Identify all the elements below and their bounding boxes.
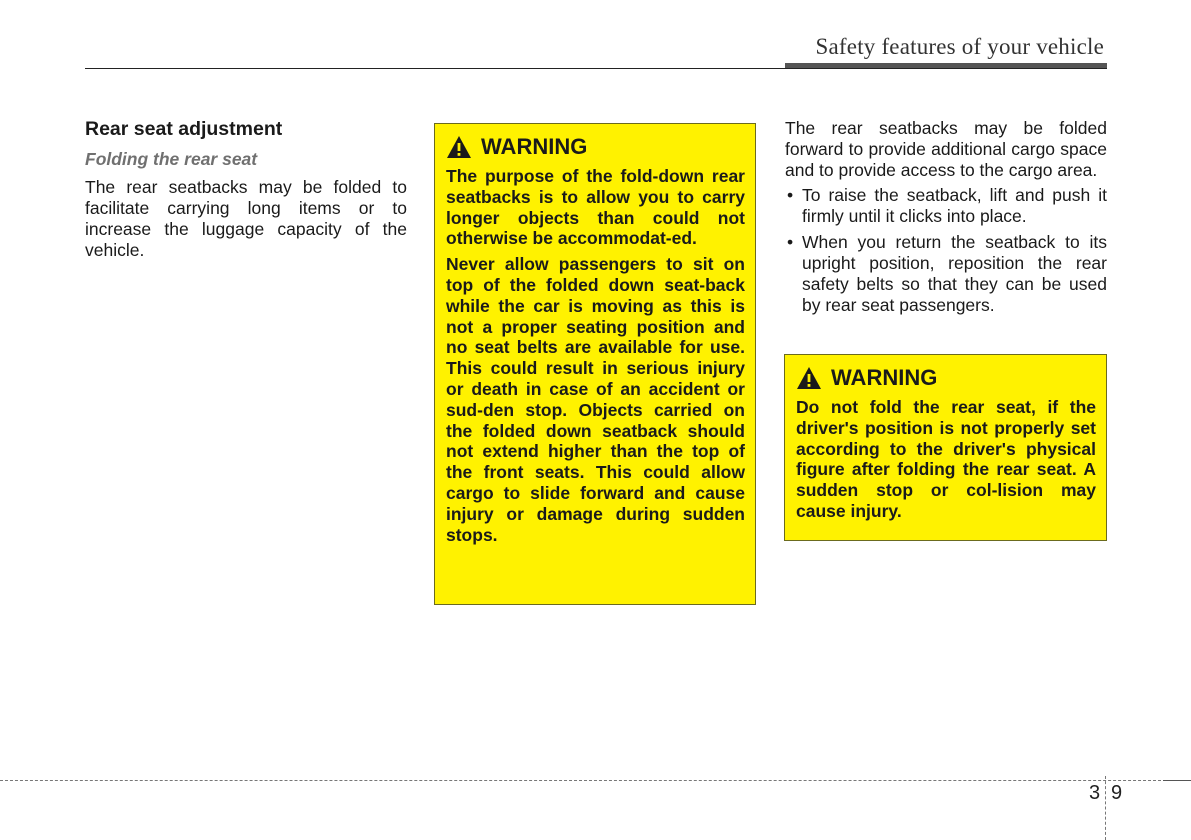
warning-box-fold-down: [434, 123, 756, 605]
warning-triangle-icon: [446, 135, 472, 159]
footer-dashed-rule: [0, 780, 1161, 781]
left-column: [85, 118, 407, 261]
list-item: • To raise the seatback, lift and push it firmly until it clicks into place.: [785, 185, 1107, 227]
warning-paragraph: The purpose of the fold-down rear seatbacks is to allow you to carry longer objects than could not otherwise be accommodat-ed.: [446, 166, 745, 249]
fold-forward-paragraph: The rear seatbacks may be folded forward to provide additional cargo space and to provide access to the cargo area.: [785, 118, 1107, 180]
warning-header: [446, 134, 745, 160]
page-header-title: Safety features of your vehicle: [815, 34, 1104, 59]
header-rule: [85, 68, 1107, 69]
warning-label: WARNING: [831, 365, 938, 390]
subsection-heading: Folding the rear seat: [85, 149, 258, 169]
section-number: 3: [1089, 782, 1101, 804]
right-column: [785, 118, 1107, 321]
warning-box-driver-position: [784, 354, 1107, 541]
page-number-divider: [1105, 776, 1106, 840]
warning-paragraph: Do not fold the rear seat, if the driver's position is not properly set according to the driver's physical figure after folding the rear seat. A sudden stop or col-lision may cause injury.: [796, 397, 1096, 521]
warning-paragraph: Never allow passengers to sit on top of the folded down seat-back while the car is moving as this is not a proper seating position and no seat belts are available for use. This could result in serious injury or death in case of an accident or sud-den stop. Objects carried on the folded down seatback should not extend higher than the top of the front seats. This could allow cargo to slide forward and cause injury or damage during sudden stops.: [446, 254, 745, 545]
warning-triangle-icon: [796, 366, 822, 390]
page-index: 9: [1111, 782, 1123, 804]
intro-paragraph: The rear seatbacks may be folded to facilitate carrying long items or to increase the luggage capacity of the vehicle.: [85, 177, 407, 260]
warning-label: WARNING: [481, 134, 588, 159]
instruction-list: [785, 185, 1107, 316]
section-heading: Rear seat adjustment: [85, 118, 283, 140]
list-item: • When you return the seatback to its upright position, reposition the rear safety belts so that they can be used by rear seat passengers.: [785, 232, 1107, 316]
footer-rule-end: [1163, 780, 1191, 781]
warning-header: [796, 365, 1096, 391]
